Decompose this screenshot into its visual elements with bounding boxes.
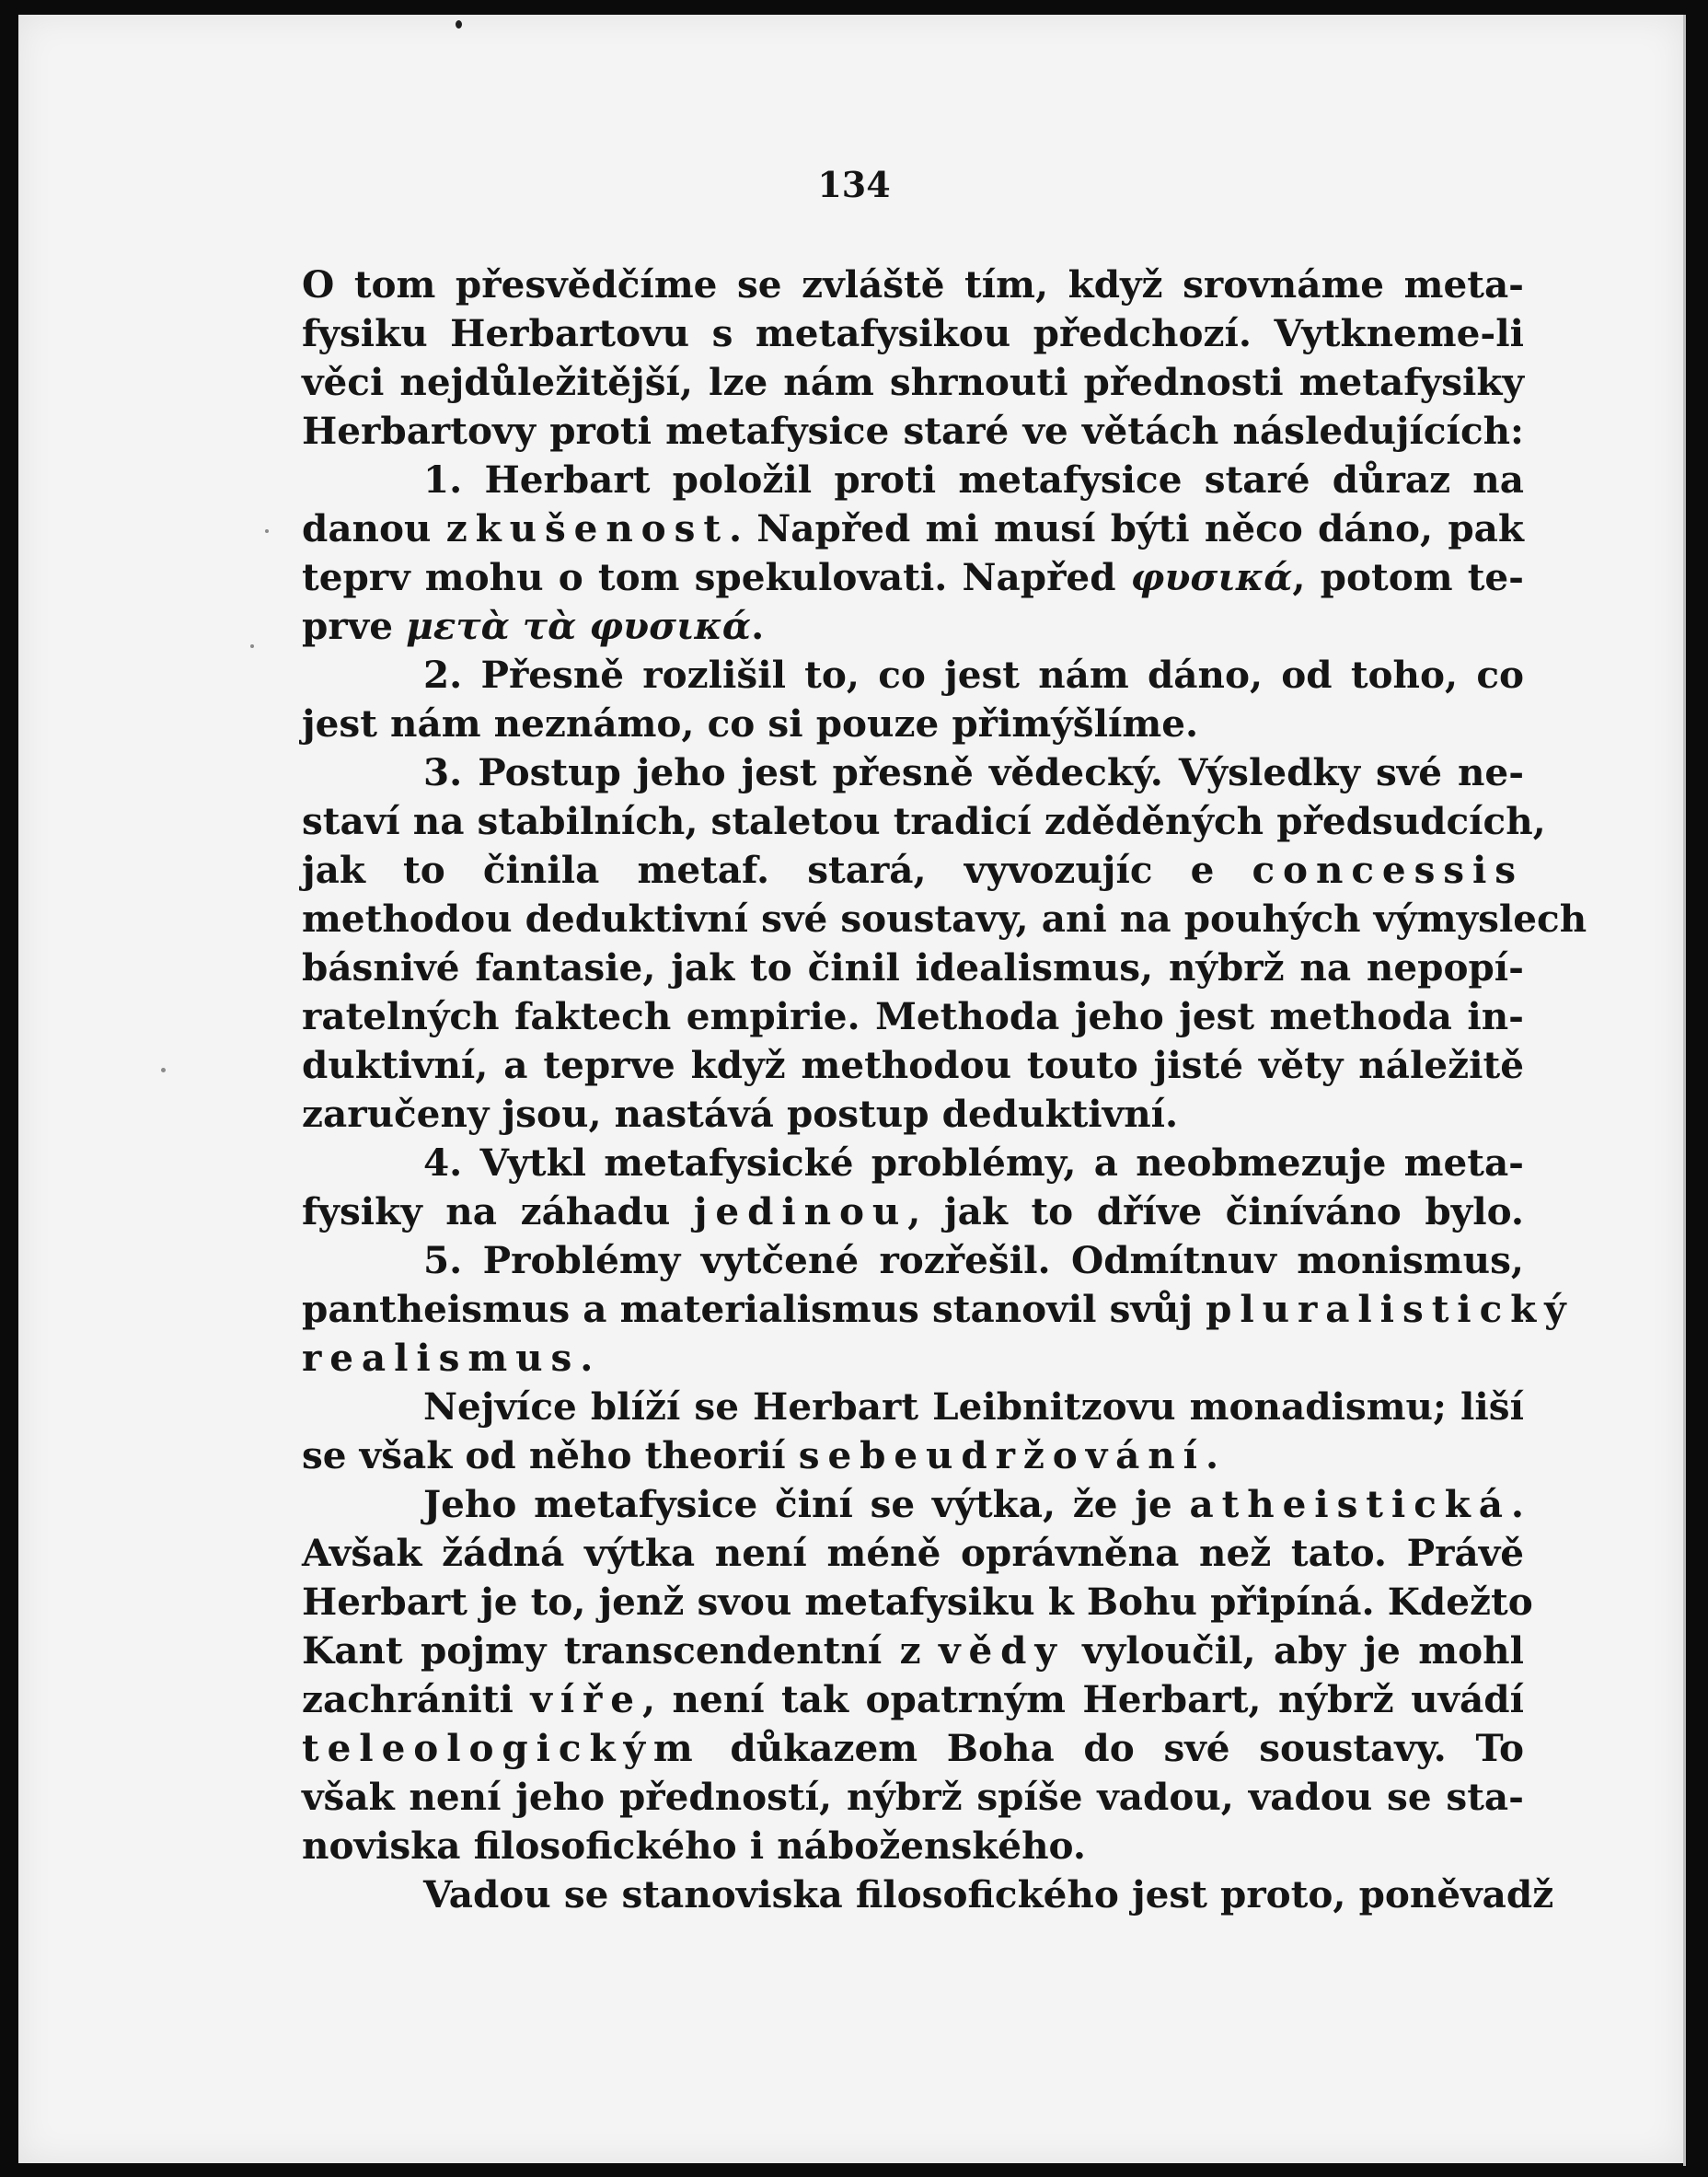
text-line [302, 553, 1524, 602]
text-run: důkazem Boha do své soustavy. To [700, 1726, 1524, 1770]
text-line [302, 309, 1524, 358]
text-line [302, 846, 1524, 895]
text-run: 3. Postup jeho jest přesně vědecký. Výsledky své ne- [423, 750, 1524, 794]
text-run: fysiky na záhadu [302, 1189, 694, 1233]
text-line [302, 1383, 1524, 1431]
text-line [302, 1090, 1524, 1139]
text-line [302, 1285, 1575, 1334]
spaced-emphasis: zkušenost [445, 506, 729, 550]
greek-phrase: φυσικά [1130, 555, 1293, 599]
text-run: Kant pojmy transcendentní z [302, 1628, 939, 1673]
greek-phrase: μετὰ τὰ φυσικά [406, 604, 752, 648]
text-run: však není jeho předností, nýbrž spíše vadou, vadou se sta- [302, 1775, 1524, 1819]
text-line [302, 1139, 1524, 1187]
text-run: 5. Problémy vytčené rozřešil. Odmítnuv monismus, [423, 1238, 1524, 1282]
text-line [302, 1627, 1524, 1675]
text-run: 2. Přesně rozlišil to, co jest nám dáno, od toho, co [423, 653, 1524, 697]
text-line [302, 895, 1587, 944]
text-run: zachrániti [302, 1677, 531, 1721]
text-run: ratelných faktech empirie. Methoda jeho jest methoda in- [302, 994, 1524, 1038]
text-run: fysiku Herbartovu s metafysikou předchozí. Vytkneme-li [302, 311, 1524, 355]
dust-speck [161, 1068, 166, 1072]
dust-speck [250, 644, 254, 648]
text-line [302, 1870, 1554, 1919]
text-run: Avšak žádná výtka není méně oprávněna než tato. Právě [302, 1531, 1524, 1575]
text-line [302, 1236, 1524, 1285]
text-run: Herbartovy proti metafysice staré ve větách následujících: [302, 409, 1524, 453]
text-run: pantheismus a materialismus stanovil svůj [302, 1287, 1206, 1331]
text-line [302, 1578, 1533, 1627]
text-run: duktivní, a teprve když methodou touto jisté věty náležitě [302, 1043, 1524, 1087]
spaced-emphasis: teleologickým [302, 1726, 701, 1770]
text-run: básnivé fantasie, jak to činil idealismus, nýbrž na nepopí- [302, 945, 1524, 990]
text-run: prve [302, 604, 407, 648]
text-run: O tom přesvědčíme se zvláště tím, když srovnáme meta- [302, 262, 1524, 307]
spaced-emphasis: atheistická [1189, 1482, 1511, 1526]
text-run: , není tak opatrným Herbart, nýbrž uvádí [641, 1677, 1524, 1721]
spaced-emphasis: pluralistický [1206, 1287, 1575, 1331]
text-line [302, 1041, 1524, 1090]
text-run: 4. Vytkl metafysické problémy, a neobmezuje meta- [423, 1141, 1524, 1185]
text-line [302, 1187, 1524, 1236]
text-line [302, 651, 1524, 700]
text-run: 1. Herbart položil proti metafysice staré důraz na [423, 457, 1524, 502]
text-line [302, 748, 1524, 797]
spaced-emphasis: vědy [939, 1628, 1065, 1673]
text-line [302, 261, 1524, 309]
text-line [302, 1724, 1524, 1773]
spaced-emphasis: víře [530, 1677, 642, 1721]
text-run: Jeho metafysice činí se výtka, že je [423, 1482, 1190, 1526]
text-run: . Napřed mi musí býti něco dáno, pak [728, 506, 1524, 550]
text-run: noviska filosofického i náboženského. [302, 1824, 1086, 1868]
spaced-emphasis: realismus [302, 1336, 581, 1380]
text-run: staví na stabilních, staletou tradicí zděděných předsudcích, [302, 799, 1546, 843]
page-edge [1683, 15, 1686, 2166]
text-line [302, 944, 1524, 992]
text-line [302, 1431, 1524, 1480]
text-line [302, 1675, 1524, 1724]
text-run: Vadou se stanoviska filosofického jest proto, poněvadž [423, 1872, 1554, 1916]
text-line [302, 1822, 1524, 1870]
text-run: Herbart je to, jenž svou metafysiku k Bohu připíná. Kdežto [302, 1580, 1533, 1624]
text-line [302, 504, 1524, 553]
text-run: , jak to dříve činíváno bylo. [907, 1189, 1524, 1233]
text-line [302, 797, 1546, 846]
page-number: 134 [817, 164, 891, 205]
text-run: , potom te- [1292, 555, 1524, 599]
text-line [302, 456, 1524, 504]
text-run: se však od něho theorií [302, 1433, 799, 1477]
text-run: danou [302, 506, 446, 550]
text-line [302, 1334, 1524, 1383]
text-line [302, 602, 1524, 651]
spaced-emphasis: jedinou [693, 1189, 908, 1233]
text-run: vyloučil, aby je mohl [1064, 1628, 1524, 1673]
spaced-emphasis: concessis [1252, 848, 1524, 892]
text-run: Nejvíce blíží se Herbart Leibnitzovu monadismu; liší [423, 1384, 1524, 1429]
text-run: zaručeny jsou, nastává postup deduktivní. [302, 1092, 1179, 1136]
text-run: . [580, 1336, 594, 1380]
text-line [302, 700, 1524, 748]
text-line [302, 407, 1524, 456]
text-line [302, 358, 1524, 407]
text-run: methodou deduktivní své soustavy, ani na pouhých výmyslech [302, 897, 1587, 941]
text-line [302, 1480, 1524, 1529]
text-line [302, 1773, 1524, 1822]
text-run: jest nám neznámo, co si pouze přimýšlíme. [302, 701, 1199, 746]
text-run: teprv mohu o tom spekulovati. Napřed [302, 555, 1131, 599]
text-run: jak to činila metaf. stará, vyvozujíc e [302, 848, 1252, 892]
text-run: . [1510, 1482, 1524, 1526]
dust-speck [265, 529, 269, 533]
text-line [302, 1529, 1524, 1578]
spaced-emphasis: sebeudržování [798, 1433, 1206, 1477]
text-run: . [751, 604, 765, 648]
text-run: . [1205, 1433, 1219, 1477]
text-run: věci nejdůležitější, lze nám shrnouti přednosti metafysiky [302, 360, 1524, 404]
ink-speck [456, 20, 462, 29]
text-line [302, 992, 1524, 1041]
body-text [302, 261, 1587, 1919]
